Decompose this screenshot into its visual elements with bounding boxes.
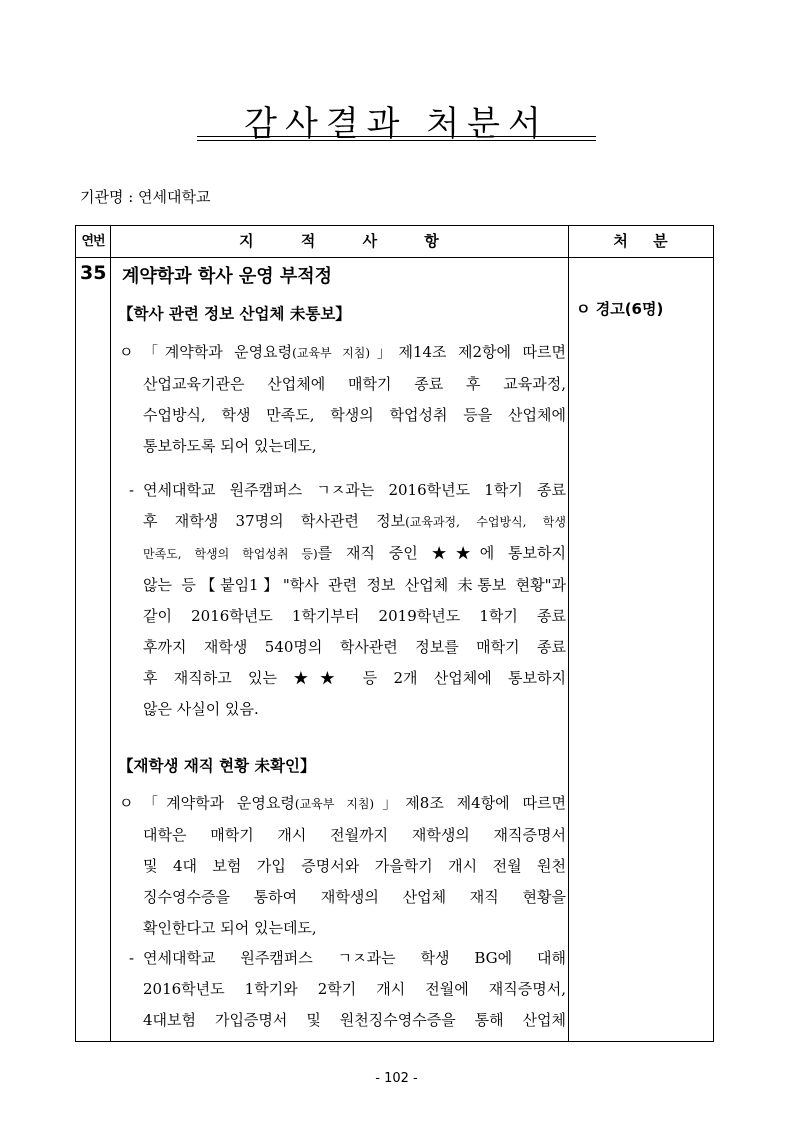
text-line: 대학은 매학기 개시 전월까지 재학생의 재직증명서 [143,826,566,844]
text-line: 수업방식, 학생 만족도, 학생의 학업성취 등을 산업체에 [143,406,566,424]
paragraph [116,337,566,462]
text-line: 확인한다고 되어 있는데도, [143,919,317,937]
text-line: 산업교육기관은 산업체에 매학기 종료 후 교육과정, [143,375,566,393]
paragraph [116,475,566,725]
bullet-circle: ㅇ [119,343,134,361]
page-number: - 102 - [375,1071,418,1086]
column-divider [568,226,569,1041]
column-divider [110,226,111,1041]
text-line: 및 4대 보험 가입 증명서와 가을학기 개시 전월 원천 [143,857,566,875]
text-line: 2016학년도 1학기와 2학기 개시 전월에 재직증명서, [143,980,566,998]
case-number: 35 [80,262,107,284]
text-line: 징수영수증을 통하여 재학생의 산업체 재직 현황을 [143,888,566,906]
text-line: 「계약학과 운영요령(교육부 지침)」제14조 제2항에 따르면 [143,343,566,361]
bullet-circle: ㅇ [119,794,134,812]
text-line: 4대보험 가입증명서 및 원천징수영수증을 통해 산업체 [143,1011,566,1029]
text-line: 후까지 재학생 540명의 학사관련 정보를 매학기 종료 [143,638,566,656]
document-title: 감사결과 처분서 [244,104,549,144]
text-line: 후 재직하고 있는 ★★ 등 2개 산업체에 통보하지 [143,669,566,687]
text-line: 만족도, 학생의 학업성취 등)를 재직 중인 ★★에 통보하지 [143,544,566,562]
case-title: 계약학과 학사 운영 부적정 [122,266,333,287]
text-line: 후 재학생 37명의 학사관련 정보(교육과정, 수업방식, 학생 [143,512,566,530]
text-line: 통보하도록 되어 있는데도, [143,437,317,455]
agency-name: 기관명 : 연세대학교 [80,188,211,206]
header-disposition: 처 분 [613,232,668,250]
disposition-text: ㅇ 경고(6명) [576,300,664,318]
text-line: 연세대학교 원주캠퍼스 ㄱㅈ과는 2016학년도 1학기 종료 [143,481,566,499]
text-line: 않는 등【붙임1】"학사 관련 정보 산업체 未통보 현황"과 [143,576,566,594]
text-line: 「계약학과 운영요령(교육부 지침)」제8조 제4항에 따르면 [143,794,567,812]
header-divider [76,257,713,258]
paragraph [116,943,566,1036]
title-underline [197,136,596,137]
section-heading: 【재학생 재직 현황 未확인】 [118,757,316,775]
audit-table [75,225,714,1042]
header-findings: 지 적 사 항 [239,232,439,250]
header-no: 연번 [81,234,105,249]
text-line: 같이 2016학년도 1학기부터 2019학년도 1학기 종료 [143,607,566,625]
bullet-dash: - [129,481,135,499]
title-underline-secondary [197,140,596,141]
paragraph [116,788,566,944]
bullet-dash: - [129,949,135,967]
text-line: 연세대학교 원주캠퍼스 ㄱㅈ과는 학생 BG에 대해 [143,949,566,967]
section-heading: 【학사 관련 정보 산업체 未통보】 [118,305,351,323]
text-line: 않은 사실이 있음. [143,700,259,718]
